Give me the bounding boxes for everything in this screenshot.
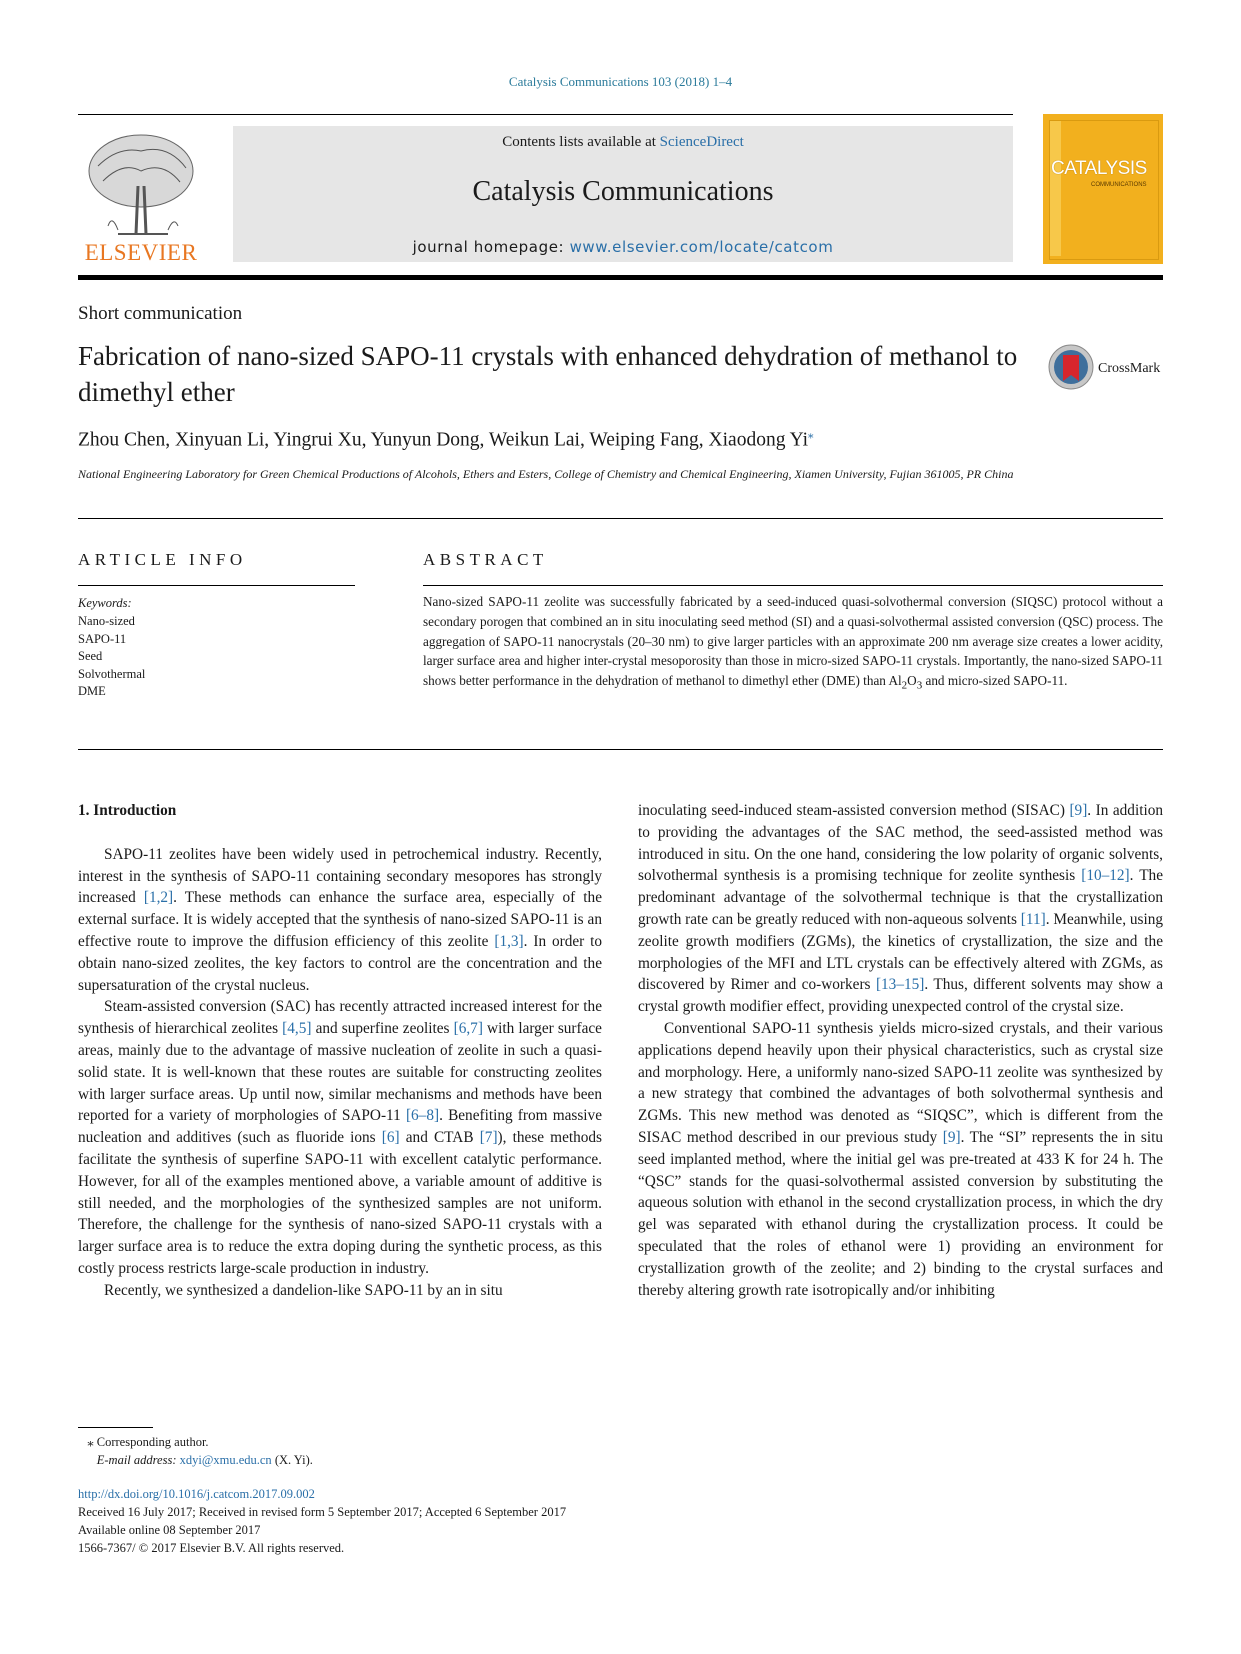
citation-link[interactable]: [6] xyxy=(381,1129,400,1147)
text-run: . Thus, different solvents may show a crystal growth modifier effect, providing unexpected control of the crystal size. xyxy=(638,976,1163,1016)
abstract-text xyxy=(423,592,1163,697)
cover-title: CATALYSIS xyxy=(1051,158,1147,179)
homepage-link[interactable]: www.elsevier.com/locate/catcom xyxy=(569,238,834,256)
article-title: Fabrication of nano-sized SAPO-11 crystals with enhanced dehydration of methanol to dimethyl ether xyxy=(78,341,1018,407)
body-paragraph xyxy=(78,1280,602,1302)
keyword: Seed xyxy=(78,649,103,663)
text-run: Conventional SAPO-11 synthesis yields micro-sized crystals, and their various applications depend heavily upon their physical characteristics, such as crystal size and morphology. Here, a uniformly nano-sized SAPO-11 zeolite was synthesized by a new strategy that combined the advantages of both solvothermal synthesis and ZGMs. This new method was denoted as “SIQSC”, which is different from the SISAC method described in our previous study xyxy=(638,1019,1163,1146)
citation-link[interactable]: [4,5] xyxy=(282,1020,312,1038)
corresponding-text: Corresponding author. xyxy=(93,1435,209,1449)
abstract-part: O xyxy=(907,673,917,689)
keywords-list xyxy=(78,613,145,701)
text-run: and CTAB xyxy=(399,1129,480,1147)
abstract-part: and micro-sized SAPO-11. xyxy=(922,673,1068,689)
citation-link[interactable]: [6–8] xyxy=(405,1107,440,1125)
journal-title: Catalysis Communications xyxy=(472,176,774,207)
text-run: and superfine zeolites xyxy=(311,1020,454,1038)
journal-reference[interactable]: Catalysis Communications 103 (2018) 1–4 xyxy=(508,74,733,89)
citation-link[interactable]: [9] xyxy=(1069,802,1088,819)
citation-link[interactable]: [9] xyxy=(942,1128,961,1146)
copyright: 1566-7367/ © 2017 Elsevier B.V. All rights reserved. xyxy=(78,1541,345,1555)
email-line xyxy=(78,1451,313,1469)
keyword: Nano-sized xyxy=(78,614,135,628)
text-run: . The “SI” represents the in situ seed implanted method, where the initial gel was pre-treated at 433 K for 24 h. The “QSC” stands for the quasi-solvothermal assisted conversion by substituting the aqueous solution with ethanol in the second crystallization process, in which the dry gel was separated with ethanol during the crystallization process. It could be speculated that the roles of ethanol were 1) providing an environment for crystallization growth of the zeolite; and 2) binding to the crystal surfaces and thereby altering growth rate isotropically and/or inhibiting xyxy=(638,1128,1163,1299)
available-online: Available online 08 September 2017 xyxy=(78,1523,261,1537)
citation-link[interactable]: [6,7] xyxy=(453,1020,483,1038)
contents-prefix: Contents lists available at xyxy=(502,134,660,150)
article-info-rule xyxy=(78,585,355,586)
body-paragraph xyxy=(638,800,1163,1018)
citation-link[interactable]: [11] xyxy=(1020,910,1046,928)
citation-link[interactable]: [7] xyxy=(479,1129,498,1147)
homepage-line xyxy=(233,238,1013,256)
doi-link[interactable]: http://dx.doi.org/10.1016/j.catcom.2017.09.002 xyxy=(78,1487,315,1501)
article-type: Short communication xyxy=(78,303,243,324)
citation-link[interactable]: [1,2] xyxy=(143,889,174,907)
sciencedirect-link[interactable]: ScienceDirect xyxy=(659,134,744,150)
body-paragraph xyxy=(78,996,602,1279)
text-run: . Benefiting from massive nucleation and additives (such as fluoride ions xyxy=(78,1107,602,1147)
text-run: Recently, we synthesized a dandelion-like SAPO-11 by an in situ xyxy=(104,1281,503,1299)
abstract-rule xyxy=(423,585,1163,586)
crossmark-label[interactable]: CrossMark xyxy=(1098,361,1161,376)
subscript: 2 xyxy=(901,679,908,692)
authors-text: Zhou Chen, Xinyuan Li, Yingrui Xu, Yunyun Dong, Weikun Lai, Weiping Fang, Xiaodong Yi xyxy=(78,429,809,451)
body-paragraph xyxy=(78,844,602,997)
text-run: . The predominant advantage of the solvothermal technique is that the crystallization growth rate can be greatly reduced with non-aqueous solvents xyxy=(638,867,1163,928)
text-run: inoculating seed-induced steam-assisted conversion method (SISAC) xyxy=(638,802,1070,819)
footnote-mark: ⁎ xyxy=(87,1435,94,1449)
contents-line xyxy=(233,134,1013,151)
text-run: with larger surface areas, mainly due to the advantage of massive nucleation of zeolite in such a quasi-solid state. It is well-known that these routes are suitable for constructing zeolites with larger surface areas. Up until now, similar mechanisms and methods have been reported for a variety of morphologies of SAPO-11 xyxy=(78,1020,602,1125)
journal-header-box xyxy=(233,126,1013,262)
subscript: 3 xyxy=(916,679,923,692)
citation-link[interactable]: [13–15] xyxy=(875,976,925,994)
elsevier-wordmark: ELSEVIER xyxy=(84,240,198,265)
body-paragraph xyxy=(638,1018,1163,1301)
cover-subtitle: COMMUNICATIONS xyxy=(1091,182,1147,188)
text-run: SAPO-11 zeolites have been widely used in petrochemical industry. Recently, interest in the synthesis of SAPO-11 containing secondary mesopores has strongly increased xyxy=(78,845,602,907)
keywords-label: Keywords: xyxy=(78,596,132,610)
body-column-left xyxy=(78,800,602,1302)
text-run: Steam-assisted conversion (SAC) has recently attracted increased interest for the synthesis of hierarchical zeolites xyxy=(78,998,602,1038)
keyword: Solvothermal xyxy=(78,666,146,681)
citation-link[interactable]: [10–12] xyxy=(1081,867,1130,885)
abstract-end-rule xyxy=(78,749,1163,750)
text-run: ), these methods facilitate the synthesis of superfine SAPO-11 with excellent catalytic performance. However, for all of the examples mentioned above, a variable amount of additive is still needed, and the morphologies of the synthesized samples are not uniform. Therefore, the challenge for the synthesis of nano-sized SAPO-11 crystals with a larger surface area is to reduce the extra doping during the synthetic process, as this costly process restricts large-scale production in industry. xyxy=(78,1129,603,1277)
homepage-prefix: journal homepage: xyxy=(412,238,570,256)
email-label: E-mail address: xyxy=(96,1453,180,1467)
footnote xyxy=(78,1433,313,1469)
text-run: . In addition to providing the advantages of the SAC method, the seed-assisted method was introduced in situ. On the one hand, considering the low polarity of organic solvents, solvothermal synthesis is a promising technique for zeolite synthesis xyxy=(638,802,1164,885)
text-run: . In order to obtain nano-sized zeolites, the key factors to control are the concentration and the supersaturation of the crystal nucleus. xyxy=(78,932,603,994)
text-run: . These methods can enhance the surface area, especially of the external surface. It is widely accepted that the synthesis of nano-sized SAPO-11 is an effective route to improve the diffusion efficiency of this zeolite xyxy=(78,889,602,950)
article-footer xyxy=(78,1485,566,1557)
received-dates: Received 16 July 2017; Received in revised form 5 September 2017; Accepted 6 September 2017 xyxy=(78,1505,567,1519)
cover-frame xyxy=(1049,120,1159,260)
keyword: DME xyxy=(78,684,106,698)
keyword: SAPO-11 xyxy=(78,631,127,646)
journal-cover-thumbnail[interactable] xyxy=(1043,114,1163,264)
article-info-heading: ARTICLE INFO xyxy=(78,550,247,569)
email-link[interactable]: xdyi@xmu.edu.cn xyxy=(179,1453,272,1467)
text-run: . Meanwhile, using zeolite growth modifiers (ZGMs), the kinetics of crystallization, the size and the morphologies of the MFI and LTL crystals can be effectively altered with ZGMs, as discovered by Rimer and co-workers xyxy=(638,910,1163,994)
section-heading: 1. Introduction xyxy=(78,802,177,819)
author-list xyxy=(78,428,814,452)
top-rule xyxy=(78,114,1013,115)
footnote-rule xyxy=(78,1427,153,1428)
section-rule xyxy=(78,518,1163,519)
body-column-right xyxy=(638,800,1163,1301)
abstract-part: Nano-sized SAPO-11 zeolite was successfully fabricated by a seed-induced quasi-solvothermal conversion (SIQSC) protocol without a secondary porogen that combined an in situ inoculating seed method (SI) and a quasi-solvothermal assisted conversion (QSC) process. The aggregation of SAPO-11 nanocrystals (20–30 nm) to give larger particles with an approximate 200 nm average size creates a lower acidity, larger surface area and higher inter-crystal mesoporosity than those in micro-sized SAPO-11 crystals. Importantly, the nano-sized SAPO-11 shows better performance in the dehydration of methanol to dimethyl ether (DME) than Al xyxy=(423,594,1163,689)
corresponding-author-mark[interactable]: ⁎ xyxy=(808,429,814,441)
header-thick-rule xyxy=(78,275,1163,280)
email-suffix: (X. Yi). xyxy=(271,1453,313,1467)
corresponding-note xyxy=(78,1433,313,1451)
citation-link[interactable]: [1,3] xyxy=(494,932,524,950)
abstract-heading: ABSTRACT xyxy=(423,550,548,569)
affiliation: National Engineering Laboratory for Green Chemical Productions of Alcohols, Ethers and Esters, College of Chemistry and Chemical Engineering, Xiamen University, Fujian 361005, PR China xyxy=(78,467,1014,481)
